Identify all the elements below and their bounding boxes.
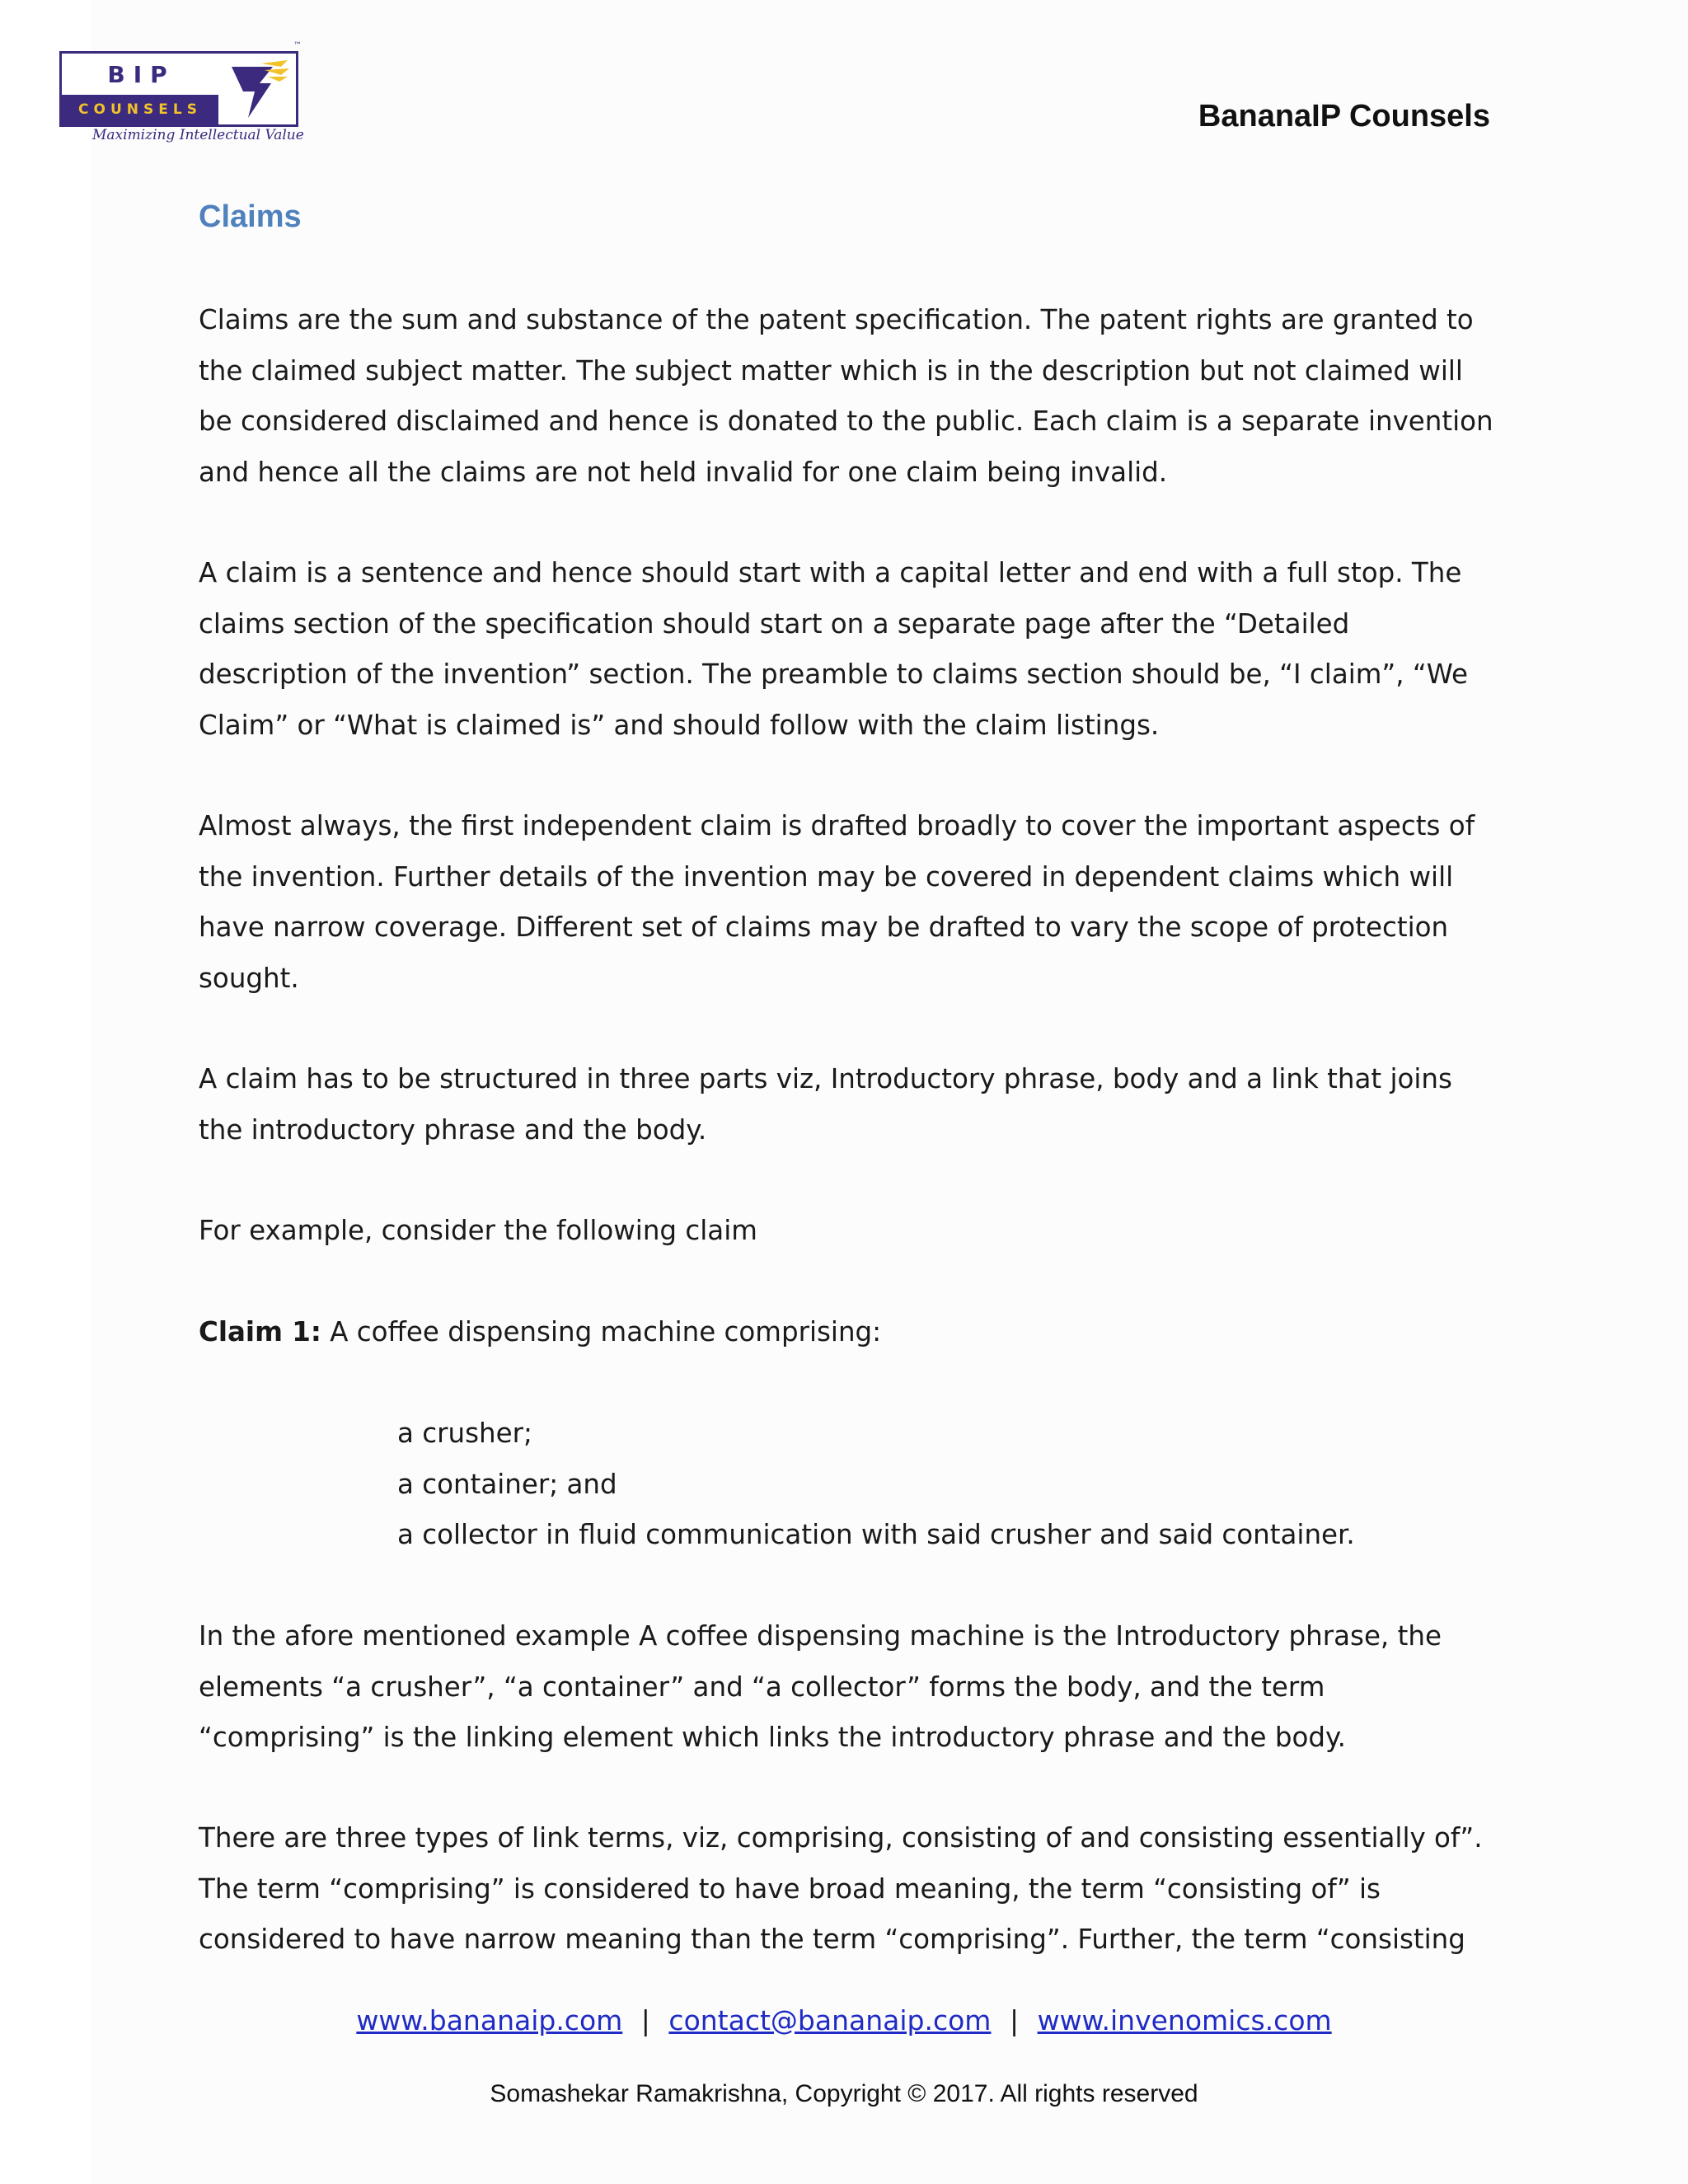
company-logo bbox=[59, 41, 307, 157]
paragraph-independent-claim: Almost always, the first independent claim is drafted broadly to cover the important aspects of the invention. Further details of the invention may be covered in dependent claims which will have narrow coverage. Different set of claims may be drafted to vary the scope of protection sought. bbox=[199, 810, 1475, 994]
logo-text-counsels: COUNSELS bbox=[62, 95, 218, 124]
logo-text-bip: BIP bbox=[107, 61, 176, 88]
paragraph-example-intro: For example, consider the following claim bbox=[199, 1215, 757, 1246]
claim-element: a container; and bbox=[397, 1468, 617, 1500]
claim-element: a collector in fluid communication with said crusher and said container. bbox=[397, 1519, 1355, 1550]
email-link[interactable]: contact@bananaip.com bbox=[668, 2004, 992, 2036]
paragraph-intro: Claims are the sum and substance of the patent specification. The patent rights are granted to the claimed subject matter. The subject matter which is in the description but not claimed will be considered disclaimed and hence is donated to the public. Each claim is a separate invention and hence all the claims are not held invalid for one claim being invalid. bbox=[199, 304, 1493, 488]
logo-tagline: Maximizing Intellectual Value bbox=[92, 127, 304, 143]
claim-label: Claim 1: bbox=[199, 1316, 321, 1347]
paragraph-claim-structure: A claim has to be structured in three parts viz, Introductory phrase, body and a link that joins the introductory phrase and the body. bbox=[199, 1063, 1452, 1146]
footer-links bbox=[0, 2004, 1688, 2036]
website-link[interactable]: www.bananaip.com bbox=[356, 2004, 623, 2036]
lightning-wing-icon bbox=[223, 59, 293, 123]
link-separator: | bbox=[1009, 2004, 1020, 2036]
paragraph-link-terms: There are three types of link terms, viz, comprising, consisting of and consisting essentially of”. The term “comprising” is considered to have broad meaning, the term “consisting of” is considered to have narrow meaning than the term “comprising”. Further, the term “consisting bbox=[199, 1822, 1483, 1955]
invenomics-link[interactable]: www.invenomics.com bbox=[1037, 2004, 1332, 2036]
section-title: Claims bbox=[199, 199, 302, 234]
paragraph-example-explanation: In the afore mentioned example A coffee dispensing machine is the Introductory phrase, the elements “a crusher”, “a container” and “a collector” forms the body, and the term “comprising” is the linking element which links the introductory phrase and the body. bbox=[199, 1620, 1442, 1753]
firm-name-header: BananaIP Counsels bbox=[1198, 99, 1490, 134]
link-separator: | bbox=[640, 2004, 650, 2036]
trademark-symbol: ™ bbox=[293, 41, 302, 50]
claim-preamble: A coffee dispensing machine comprising: bbox=[321, 1316, 882, 1347]
claim-elements bbox=[397, 1408, 1355, 1561]
claim-element: a crusher; bbox=[397, 1418, 532, 1449]
copyright-notice: Somashekar Ramakrishna, Copyright © 2017. All rights reserved bbox=[490, 2080, 1198, 2107]
logo-frame bbox=[59, 51, 298, 127]
claim-heading bbox=[199, 1307, 1501, 1358]
paragraph-claim-sentence: A claim is a sentence and hence should start with a capital letter and end with a full stop. The claims section of the specification should start on a separate page after the “Detailed description of the invention” section. The preamble to claims section should be, “I claim”, “We Claim” or “What is claimed is” and should follow with the claim listings. bbox=[199, 557, 1468, 741]
